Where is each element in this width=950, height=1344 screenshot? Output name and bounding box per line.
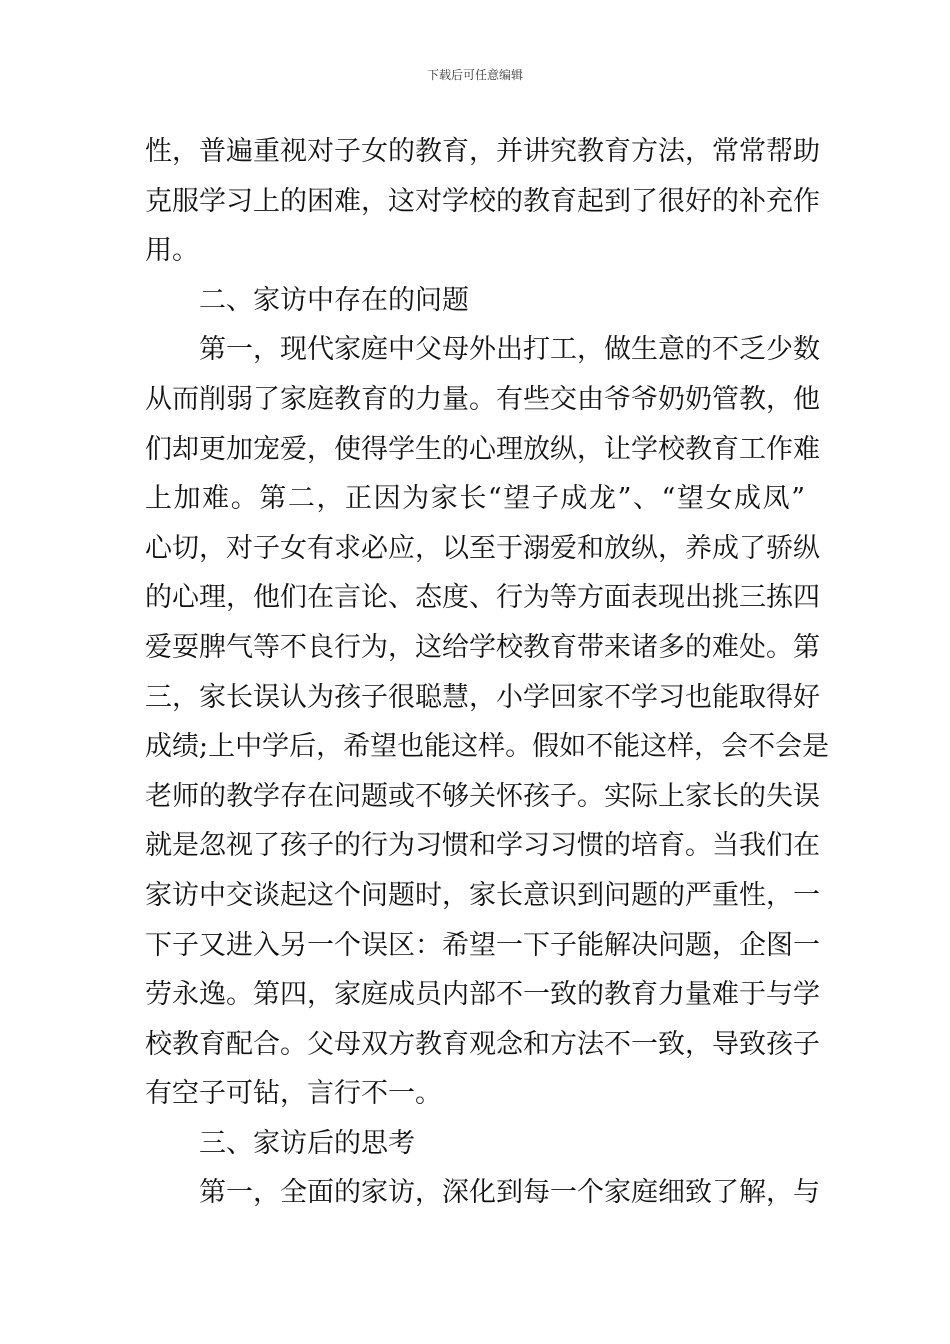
text-line: 的心理，他们在言论、态度、行为等方面表现出挑三拣四 — [145, 582, 820, 614]
text-line: 用。 — [145, 235, 199, 267]
text-line: 家访中交谈起这个问题时，家长意识到问题的严重性，一 — [145, 879, 820, 911]
text-line: 们却更加宠爱，使得学生的心理放纵，让学校教育工作难 — [145, 433, 820, 465]
text-line: 从而削弱了家庭教育的力量。有些交由爷爷奶奶管教，他 — [145, 383, 820, 415]
section-heading: 二、家访中存在的问题 — [199, 284, 469, 316]
text-line: 心切，对子女有求必应，以至于溺爱和放纵，养成了骄纵 — [145, 532, 820, 564]
text-line: 克服学习上的困难，这对学校的教育起到了很好的补充作 — [145, 185, 820, 217]
text-line: 下子又进入另一个误区：希望一下子能解决问题，企图一 — [145, 929, 820, 961]
text-line: 有空子可钻，言行不一。 — [145, 1078, 442, 1110]
document-body — [145, 127, 830, 1218]
page-header: 下载后可任意编辑 — [426, 68, 523, 82]
text-line: 第一，现代家庭中父母外出打工，做生意的不乏少数 — [199, 334, 820, 366]
text-line: 就是忽视了孩子的行为习惯和学习习惯的培育。当我们在 — [145, 830, 820, 862]
text-line: 性，普遍重视对子女的教育，并讲究教育方法，常常帮助 — [145, 136, 820, 167]
text-line: 成绩;上中学后，希望也能这样。假如不能这样，会不会是 — [145, 731, 830, 763]
text-line: 校教育配合。父母双方教育观念和方法不一致，导致孩子 — [145, 1028, 820, 1060]
text-line: 老师的教学存在问题或不够关怀孩子。实际上家长的失误 — [145, 780, 820, 812]
text-line: 爱耍脾气等不良行为，这给学校教育带来诸多的难处。第 — [145, 631, 820, 663]
text-line: 上加难。第二，正因为家长“望子成龙”、“望女成凤” — [145, 483, 805, 515]
text-line: 劳永逸。第四，家庭成员内部不一致的教育力量难于与学 — [145, 979, 820, 1011]
section-heading: 三、家访后的思考 — [199, 1127, 415, 1159]
text-line: 第一，全面的家访，深化到每一个家庭细致了解，与 — [199, 1177, 820, 1209]
text-line: 三，家长误认为孩子很聪慧，小学回家不学习也能取得好 — [145, 681, 820, 713]
